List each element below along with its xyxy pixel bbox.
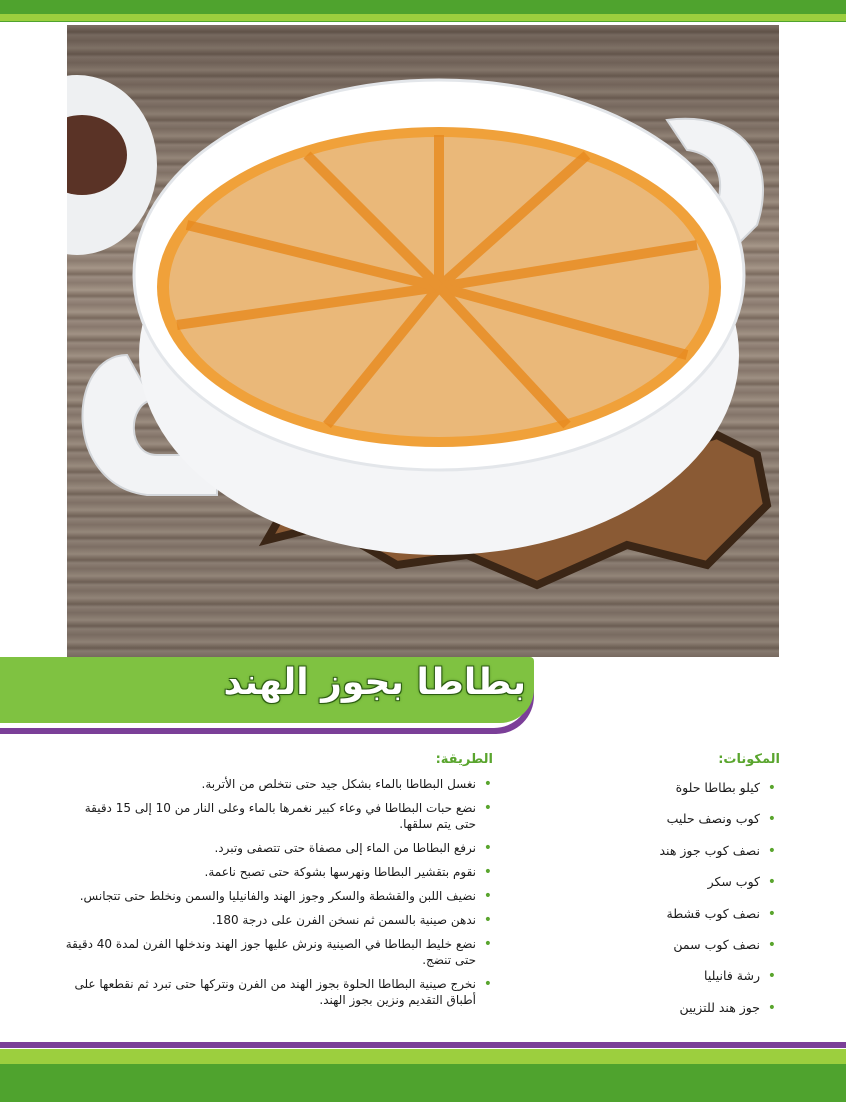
bullet-icon: • [483, 864, 492, 880]
ingredient-item [556, 966, 776, 997]
ingredients-heading: المكونات: [718, 752, 780, 767]
method-step-text: نضيف اللبن والقشطة والسكر وجوز الهند والفانيليا والسمن ونخلط حتى تتجانس. [79, 889, 476, 903]
top-lime-stripe [0, 14, 846, 21]
bullet-icon: • [767, 780, 776, 796]
ingredients-list [556, 778, 776, 1029]
bottom-purple-stripe [0, 1042, 846, 1048]
ingredient-item [556, 935, 776, 966]
bottom-lime-stripe [0, 1049, 846, 1064]
bullet-icon: • [483, 888, 492, 904]
bullet-icon: • [483, 912, 492, 928]
top-color-band [0, 0, 846, 22]
ingredient-text: كوب سكر [707, 874, 760, 890]
bullet-icon: • [767, 999, 776, 1016]
method-heading: الطريقة: [435, 752, 493, 767]
ingredient-item [556, 904, 776, 935]
ingredient-text: كوب ونصف حليب [666, 811, 760, 827]
method-step [62, 800, 492, 832]
bullet-icon: • [767, 811, 776, 828]
ingredient-text: رشة فانيليا [704, 968, 760, 984]
method-step [62, 936, 492, 968]
bullet-icon: • [483, 936, 492, 952]
method-list [62, 776, 492, 1016]
ingredient-item [556, 778, 776, 809]
ingredient-text: جوز هند للتزيين [679, 999, 760, 1015]
ingredient-text: كيلو بطاطا حلوة [675, 780, 760, 795]
method-step-text: نقوم بتقشير البطاطا ونهرسها بشوكة حتى تصبح ناعمة. [204, 865, 476, 879]
method-step-text: نخرج صينية البطاطا الحلوة بجوز الهند من الفرن ونتركها حتى تبرد ثم نقطعها على أطباق التقديم ونزين بجوز الهند. [74, 977, 476, 1007]
ingredient-item [556, 998, 776, 1029]
method-step [62, 976, 492, 1008]
ingredient-text: نصف كوب سمن [673, 936, 760, 952]
bottom-green-band [0, 1064, 846, 1102]
method-step [62, 776, 492, 792]
bullet-icon: • [483, 976, 492, 992]
dish-photo [67, 25, 779, 657]
method-step [62, 864, 492, 880]
ingredient-item [556, 841, 776, 872]
bullet-icon: • [483, 776, 492, 792]
method-step [62, 840, 492, 856]
method-step [62, 888, 492, 904]
bullet-icon: • [767, 874, 776, 891]
baked-dish-illustration [67, 25, 779, 657]
bullet-icon: • [483, 800, 492, 816]
bullet-icon: • [767, 905, 776, 922]
method-step [62, 912, 492, 928]
ingredient-item [556, 872, 776, 903]
method-step-text: نضع خليط البطاطا في الصينية ونرش عليها جوز الهند وندخلها الفرن لمدة 40 دقيقة حتى تنضج. [65, 937, 476, 967]
ingredient-text: نصف كوب قشطة [666, 905, 760, 921]
bullet-icon: • [483, 840, 492, 856]
ingredient-item [556, 809, 776, 840]
method-step-text: نضع حبات البطاطا في وعاء كبير نغمرها بالماء وعلى النار من 10 إلى 15 دقيقة حتى يتم سلقها. [84, 801, 476, 831]
bullet-icon: • [767, 842, 776, 859]
bullet-icon: • [767, 936, 776, 953]
method-step-text: ندهن صينية بالسمن ثم نسخن الفرن على درجة 180. [211, 913, 476, 927]
ingredient-text: نصف كوب جوز هند [659, 842, 760, 858]
recipe-title: بطاطا بجوز الهند [223, 662, 526, 703]
method-step-text: نغسل البطاطا بالماء بشكل جيد حتى نتخلص من الأتربة. [201, 777, 476, 791]
method-step-text: نرفع البطاطا من الماء إلى مصفاة حتى تتصفى وتبرد. [214, 841, 476, 855]
bullet-icon: • [767, 968, 776, 985]
